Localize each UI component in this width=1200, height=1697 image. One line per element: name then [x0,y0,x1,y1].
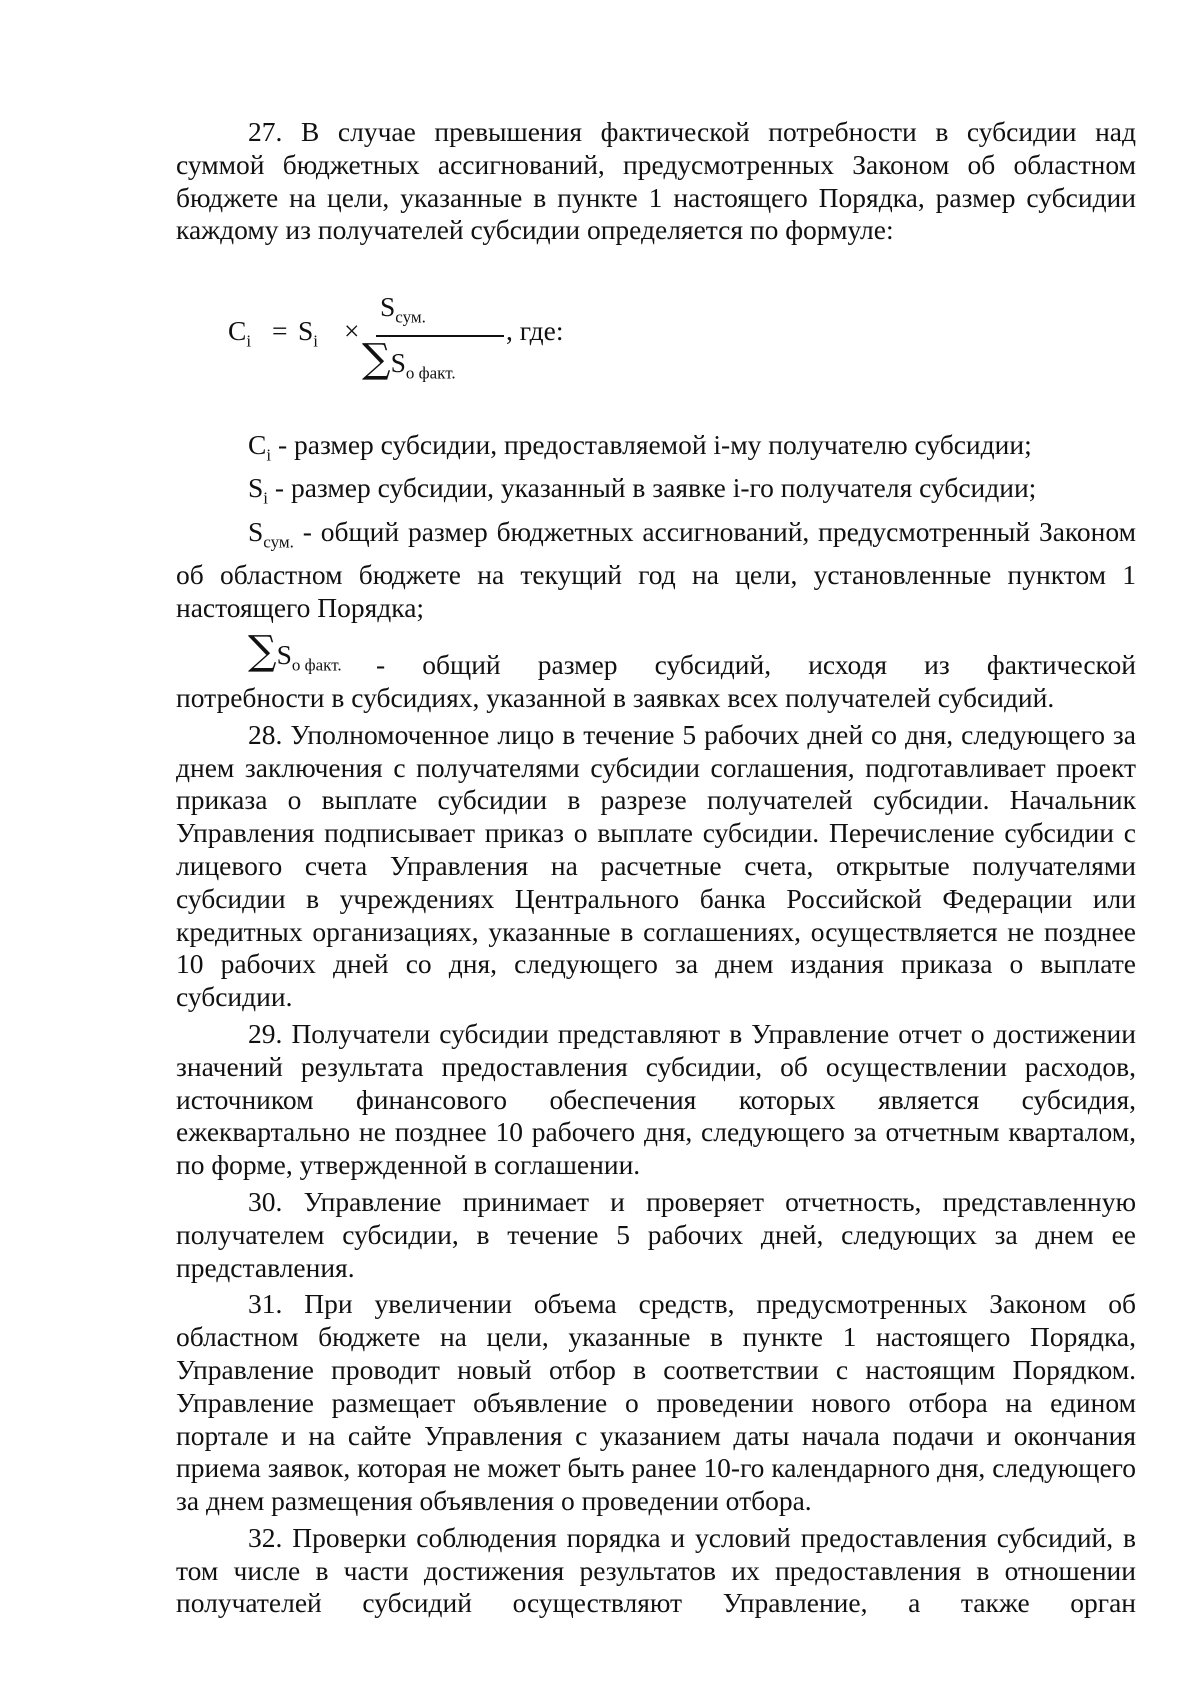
formula-numerator [380,291,426,334]
definition-sfact-subscript: о факт. [291,655,342,675]
subsidy-formula [176,291,1136,391]
definition-sfact [176,627,1136,682]
formula-sum-sign: ∑ [362,336,391,383]
formula-si-subscript: i [313,331,319,351]
formula-numerator-symbol: S [380,291,396,323]
definition-ssum-text: - общий размер бюджетных ассигнований, предусмотренный Законом об областном бюджете на текущий год на цели, установленные пунктом 1 настоящего Порядка; [176,515,1136,623]
definition-sfact-text-line2: потребности в субсидиях, указанной в заявках всех получателей субсидий. [176,681,1055,713]
definition-si [176,472,1136,515]
paragraph-27: 27. В случае превышения фактической потребности в субсидии над суммой бюджетных ассигнований, предусмотренных Законом об областном бюджете на цели, указанные в пункте 1 настоящего Порядка, размер субсидии каждому из получателей субсидии определяется по формуле: [176,116,1136,246]
formula-lhs-symbol: C [228,315,247,347]
definition-sfact-text-line1: - общий размер субсидий, исходя из фактической [376,649,1136,681]
paragraph-32: 32. Проверки соблюдения порядка и условий предоставления субсидий, в том числе в части достижения результатов их предоставления в отношении получателей субсидий осуществляют Управление, а также орган [176,1521,1136,1619]
document-page [176,116,1136,1620]
definition-ssum [176,516,1136,625]
paragraph-30: 30. Управление принимает и проверяет отчетность, представленную получателем субсидии, в течение 5 рабочих дней, следующих за днем ее представления. [176,1185,1136,1283]
formula-lhs [228,315,251,358]
definition-si-subscript: i [263,488,269,508]
formula-si-symbol: S [298,315,314,347]
definition-ssum-symbol: S [248,515,264,547]
definition-ssum-subscript: сум. [263,532,294,552]
paragraph-28: 28. Уполномоченное лицо в течение 5 рабочих дней со дня, следующего за днем заключения с получателями субсидии соглашения, подготавливает проект приказа о выплате субсидии в разрезе получателей субсидии. Начальник Управления подписывает приказ о выплате субсидии. Перечисление субсидии с лицевого счета Управления на расчетные счета, открытые получателями субсидии в учреждениях Центрального банка Российской Федерации или кредитных организациях, указанные в соглашениях, осуществляется не позднее 10 рабочих дней со дня, следующего за днем издания приказа о выплате субсидии. [176,718,1136,1013]
definition-ci-text: - размер субсидии, предоставляемой i-му получателю субсидии; [271,429,1032,461]
formula-denominator [362,336,456,390]
fraction-line [376,335,504,337]
definition-ci [176,429,1136,472]
definition-sfact-letter: S [276,638,292,670]
definition-ci-subscript: i [266,445,272,465]
definition-si-symbol: S [248,472,264,504]
formula-denominator-symbol: S [390,347,406,379]
definition-si-text: - размер субсидии, указанный в заявке i-го получателя субсидии; [268,472,1037,504]
formula-lhs-subscript: i [246,331,252,351]
definition-ci-symbol: C [248,429,267,461]
formula-denominator-subscript: о факт. [405,363,456,383]
formula-times: × [344,315,360,347]
formula-equals: = [272,315,288,347]
formula-si [298,315,318,358]
paragraph-29: 29. Получатели субсидии представляют в Управление отчет о достижении значений результата предоставления субсидии, об осуществлении расходов, источником финансового обеспечения которых является субсидия, ежеквартально не позднее 10 рабочего дня, следующего за отчетным кварталом, по форме, утвержденной в соглашении. [176,1017,1136,1181]
formula-numerator-subscript: сум. [395,307,426,327]
formula-tail: , где: [506,315,564,347]
definition-sfact-symbol [176,627,376,682]
paragraph-31: 31. При увеличении объема средств, предусмотренных Законом об областном бюджете на цели, указанные в пункте 1 настоящего Порядка, Управление проводит новый отбор в соответствии с настоящим Порядком. Управление размещает объявление о проведении нового отбора на едином портале и на сайте Управления с указанием даты начала подачи и окончания приема заявок, которая не может быть ранее 10-го календарного дня, следующего за днем размещения объявления о проведении отбора. [176,1288,1136,1517]
definition-sfact-sum-sign: ∑ [248,627,277,674]
